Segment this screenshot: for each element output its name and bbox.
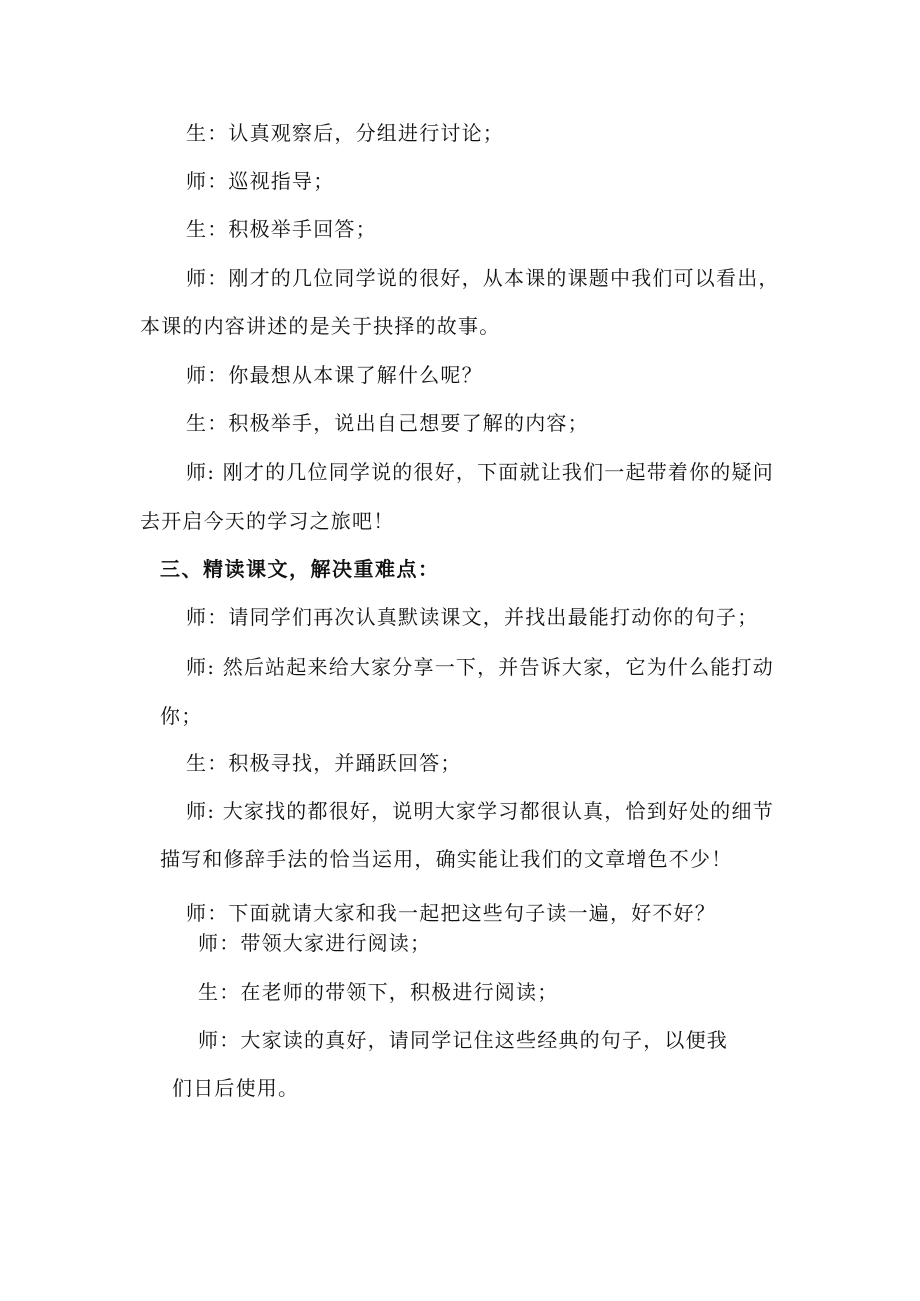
text-line: 生：积极举手回答； bbox=[186, 217, 377, 241]
text-line: 师：请同学们再次认真默读课文，并找出最能打动你的句子； bbox=[186, 605, 759, 629]
text-line: 师：下面就请大家和我一起把这些句子读一遍，好不好？ bbox=[186, 901, 716, 925]
text-line: 你； bbox=[160, 704, 203, 728]
text-line: 师：大家读的真好，请同学记住这些经典的句子，以便我 bbox=[198, 1028, 728, 1052]
text-line: 生：在老师的带领下，积极进行阅读； bbox=[198, 980, 559, 1004]
text-line: 生：积极举手，说出自己想要了解的内容； bbox=[186, 411, 589, 435]
text-line: 们日后使用。 bbox=[172, 1076, 300, 1100]
text-line: 去开启今天的学习之旅吧！ bbox=[140, 509, 395, 533]
text-line: 师: 刚才的几位同学说的很好，下面就让我们一起带着你的疑问 bbox=[186, 460, 774, 484]
text-line: 师：刚才的几位同学说的很好，从本课的课题中我们可以看出， bbox=[186, 266, 780, 290]
section-heading: 三、精读课文，解决重难点： bbox=[160, 557, 440, 581]
text-line: 师: 大家找的都很好，说明大家学习都很认真，恰到好处的细节 bbox=[186, 799, 774, 823]
text-line: 本课的内容讲述的是关于抉择的故事。 bbox=[140, 314, 501, 338]
text-line: 师: 然后站起来给大家分享一下，并告诉大家，它为什么能打动 bbox=[186, 655, 774, 679]
text-line: 描写和修辞手法的恰当运用，确实能让我们的文章增色不少！ bbox=[160, 847, 733, 871]
text-line: 师：巡视指导； bbox=[186, 169, 335, 193]
text-line: 师：你最想从本课了解什么呢？ bbox=[186, 363, 483, 387]
text-line: 师：带领大家进行阅读； bbox=[198, 931, 432, 955]
text-line: 生：认真观察后，分组进行讨论； bbox=[186, 121, 504, 145]
text-line: 生：积极寻找，并踊跃回答； bbox=[186, 751, 462, 775]
